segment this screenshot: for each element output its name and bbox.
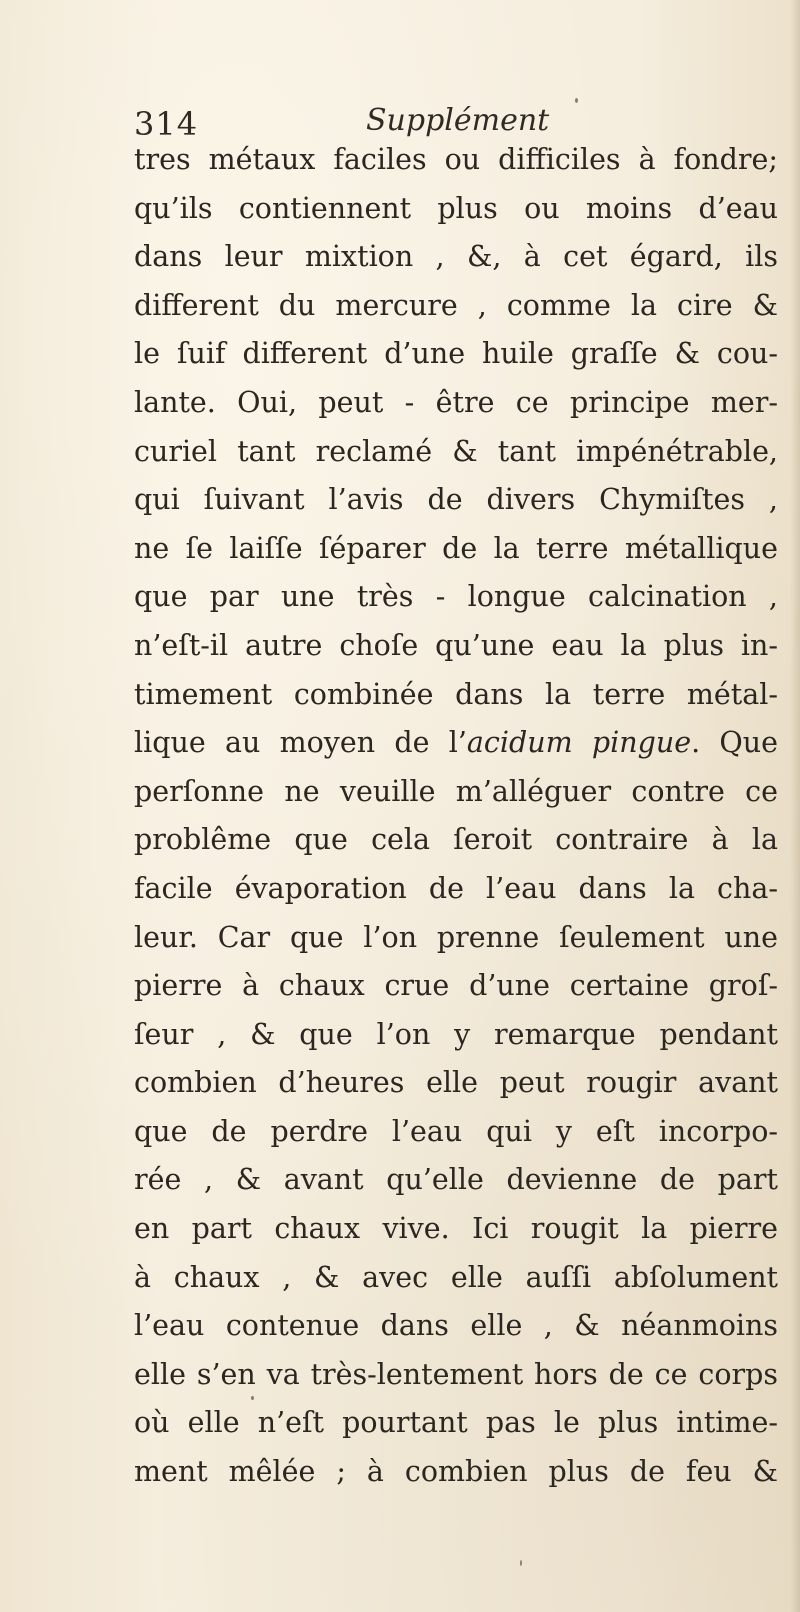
text-segment: . Que [691,726,778,760]
text-line: qu’ils contiennent plus ou moins d’eau [134,191,778,225]
text-line: different du mercure , comme la cire & [134,288,778,322]
page-number: 314 [134,105,199,143]
text-line: l’eau contenue dans elle , & néanmoins [134,1309,778,1343]
text-line: timement combinée dans la terre métal- [134,677,778,711]
paper-speck [251,1396,254,1400]
paper-speck [575,98,578,103]
text-line: combien d’heures elle peut rougir avant [134,1066,778,1100]
text-line-with-italic [134,719,778,768]
text-line: rée , & avant qu’elle devienne de part [134,1163,778,1197]
text-line: où elle n’eſt pourtant pas le plus intime- [134,1406,778,1440]
text-line: problême que cela ſeroit contraire à la [134,823,778,857]
running-head-title: Supplément [366,103,550,138]
text-line: que de perdre l’eau qui y eſt incorpo- [134,1114,778,1148]
text-segment: lique au moyen de l’ [134,726,467,760]
text-line: à chaux , & avec elle auſſi abſolument [134,1260,778,1294]
text-line: tres métaux faciles ou difficiles à fondre; [134,143,778,176]
body-text [134,136,778,1497]
text-line: ne ſe laiſſe ſéparer de la terre métallique [134,531,778,565]
italic-term: acidum pingue [466,726,692,760]
text-line: curiel tant reclamé & tant impénétrable, [134,434,778,468]
text-line: pierre à chaux crue d’une certaine groſ- [134,969,778,1003]
text-line: que par une très - longue calcination , [134,580,778,614]
text-line: ment mêlée ; à combien plus de feu & [134,1455,778,1489]
text-line: elle s’en va très-lentement hors de ce corps [134,1357,778,1391]
text-line: ſeur , & que l’on y remarque pendant [134,1017,778,1051]
text-line: lante. Oui, peut - être ce principe mer- [134,385,778,419]
text-line: leur. Car que l’on prenne ſeulement une [134,920,778,954]
text-line: n’eſt-il autre choſe qu’une eau la plus in- [134,628,778,662]
text-line: en part chaux vive. Ici rougit la pierre [134,1212,778,1246]
page-edge-shadow [790,0,800,1612]
paper-speck [520,1560,522,1566]
text-line: qui ſuivant l’avis de divers Chymiſtes , [134,483,778,517]
text-line: perſonne ne veuille m’alléguer contre ce [134,774,778,808]
text-line: le ſuif different d’une huile graſſe & cou- [134,337,778,371]
text-line: dans leur mixtion , &, à cet égard, ils [134,240,778,274]
text-line: facile évaporation de l’eau dans la cha- [134,871,778,905]
